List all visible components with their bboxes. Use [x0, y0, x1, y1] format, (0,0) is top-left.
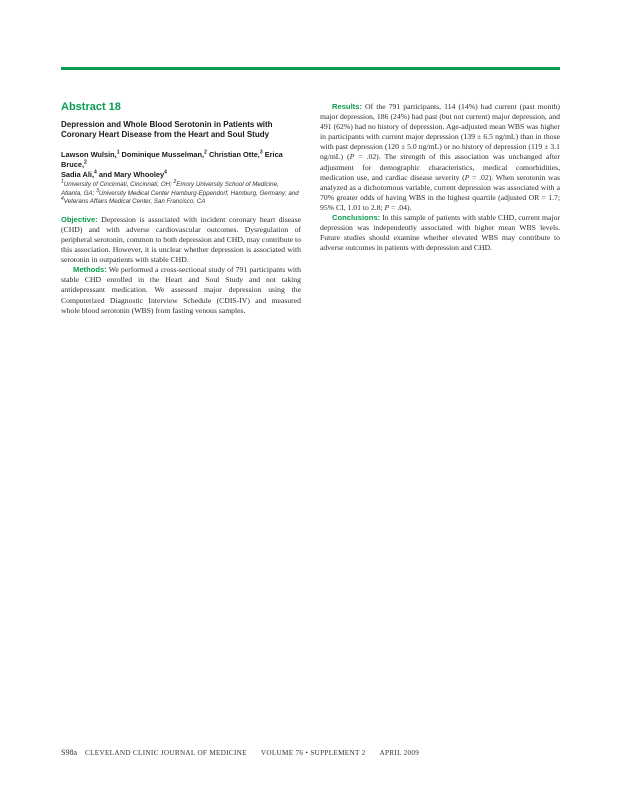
- abstract-label: Abstract 18: [61, 101, 121, 113]
- author-name: Sadia Ali,: [61, 170, 94, 179]
- affiliation-text: Emory University School of Medicine, Atlanta, GA;: [61, 181, 279, 197]
- conclusions-text: In this sample of patients with stable CHD, current major depression was independently associated with higher mean WBS levels. Future studies should examine whether elevated WBS may contribute to adverse outcomes in patients with depression and CHD.: [320, 213, 560, 253]
- affiliation-number: 1: [61, 178, 64, 185]
- author-list: [61, 150, 301, 180]
- affiliation-text: Veterans Affairs Medical Center, San Francisco, CA: [63, 198, 206, 206]
- affiliation-number: 2: [173, 178, 177, 185]
- author-affiliation-number: 3: [259, 149, 263, 156]
- methods-text: We performed a cross-sectional study of 791 participants with stable CHD enrolled in the Heart and Soul Study and not taking antidepressant medication. We assessed major depression using the Computerized Diagnostic Interview Schedule (CDIS-IV) and measured whole blood serotonin (WBS) from fasting venous samples.: [61, 265, 301, 315]
- author-name: Dominique Musselman,: [119, 150, 205, 159]
- author-affiliation-number: 4: [94, 169, 97, 176]
- results-text: = .02). When serotonin was analyzed as a dichotomous variable, current depression was associated with a 70% greater odds of having WBS in the highest quartile (adjusted OR = 1.7; 95% CI, 1.01 to 2.8;: [320, 172, 560, 212]
- page-number: S98a: [61, 748, 77, 757]
- author-name: and Mary Whooley: [96, 170, 165, 179]
- results-paragraph: [320, 102, 560, 213]
- abstract-title: Depression and Whole Blood Serotonin in Patients with Coronary Heart Disease from the Heart and Soul Study: [61, 120, 273, 139]
- methods-paragraph: [61, 265, 301, 315]
- results-heading: Results:: [332, 102, 362, 111]
- results-text: = .04).: [389, 202, 412, 212]
- affiliation-number: 4: [61, 196, 64, 203]
- author-affiliation-number: 1: [116, 149, 120, 156]
- p-value-label: P: [349, 152, 355, 162]
- p-value-label: P: [384, 202, 390, 212]
- left-column: [61, 101, 301, 316]
- author-name: Christian Otte,: [206, 150, 260, 159]
- conclusions-paragraph: [320, 213, 560, 253]
- volume-info: VOLUME 76 • SUPPLEMENT 2: [260, 749, 366, 757]
- header-accent-rule: [61, 67, 560, 70]
- affiliations: [61, 178, 301, 207]
- affiliation-number: 3: [96, 187, 99, 194]
- objective-text: Depression is associated with incident coronary heart disease (CHD) and with adverse cardiovascular outcomes. Dysregulation of peripheral serotonin, common to both depression and CHD, may contribute to this association. However, it is unclear whether depression is associated with serotonin in outpatients with stable CHD.: [61, 214, 301, 265]
- author-name: Erica Bruce,: [61, 150, 283, 169]
- objective-paragraph: [61, 215, 301, 265]
- author-name: Lawson Wulsin,: [61, 150, 117, 159]
- objective-heading: Objective:: [61, 214, 98, 224]
- page-footer: [61, 748, 419, 757]
- conclusions-heading: Conclusions:: [332, 213, 381, 223]
- issue-date: APRIL 2009: [379, 749, 420, 757]
- journal-name: CLEVELAND CLINIC JOURNAL OF MEDICINE: [85, 749, 247, 757]
- affiliation-text: University of Cincinnati, Cincinnati, OH;: [63, 181, 174, 188]
- right-column: [320, 102, 560, 253]
- methods-heading: Methods:: [73, 265, 107, 275]
- author-affiliation-number: 4: [164, 169, 167, 176]
- author-affiliation-number: 2: [84, 159, 87, 166]
- results-text: = .02). The strength of this association was unchanged after adjustment for demographic characteristics, medical comorbidities, medication use, and cardiac disease severity (: [320, 152, 560, 182]
- author-affiliation-number: 2: [204, 149, 207, 156]
- p-value-label: P: [464, 172, 470, 182]
- results-text: Of the 791 participants, 114 (14%) had current (past month) major depression, 186 (24%) had past (but not current) major depression, and 491 (62%) had no history of depression. Age-adjusted mean WBS was higher in participants with current major depression (139 ± 6.5 ng/mL) than in those with past depression (120 ± 5.0 ng/mL) or no history of depression (119 ± 3.1 ng/mL) (: [320, 102, 560, 162]
- affiliation-text: University Medical Center Hamburg-Eppendorf, Hamburg, Germany; and: [98, 189, 299, 197]
